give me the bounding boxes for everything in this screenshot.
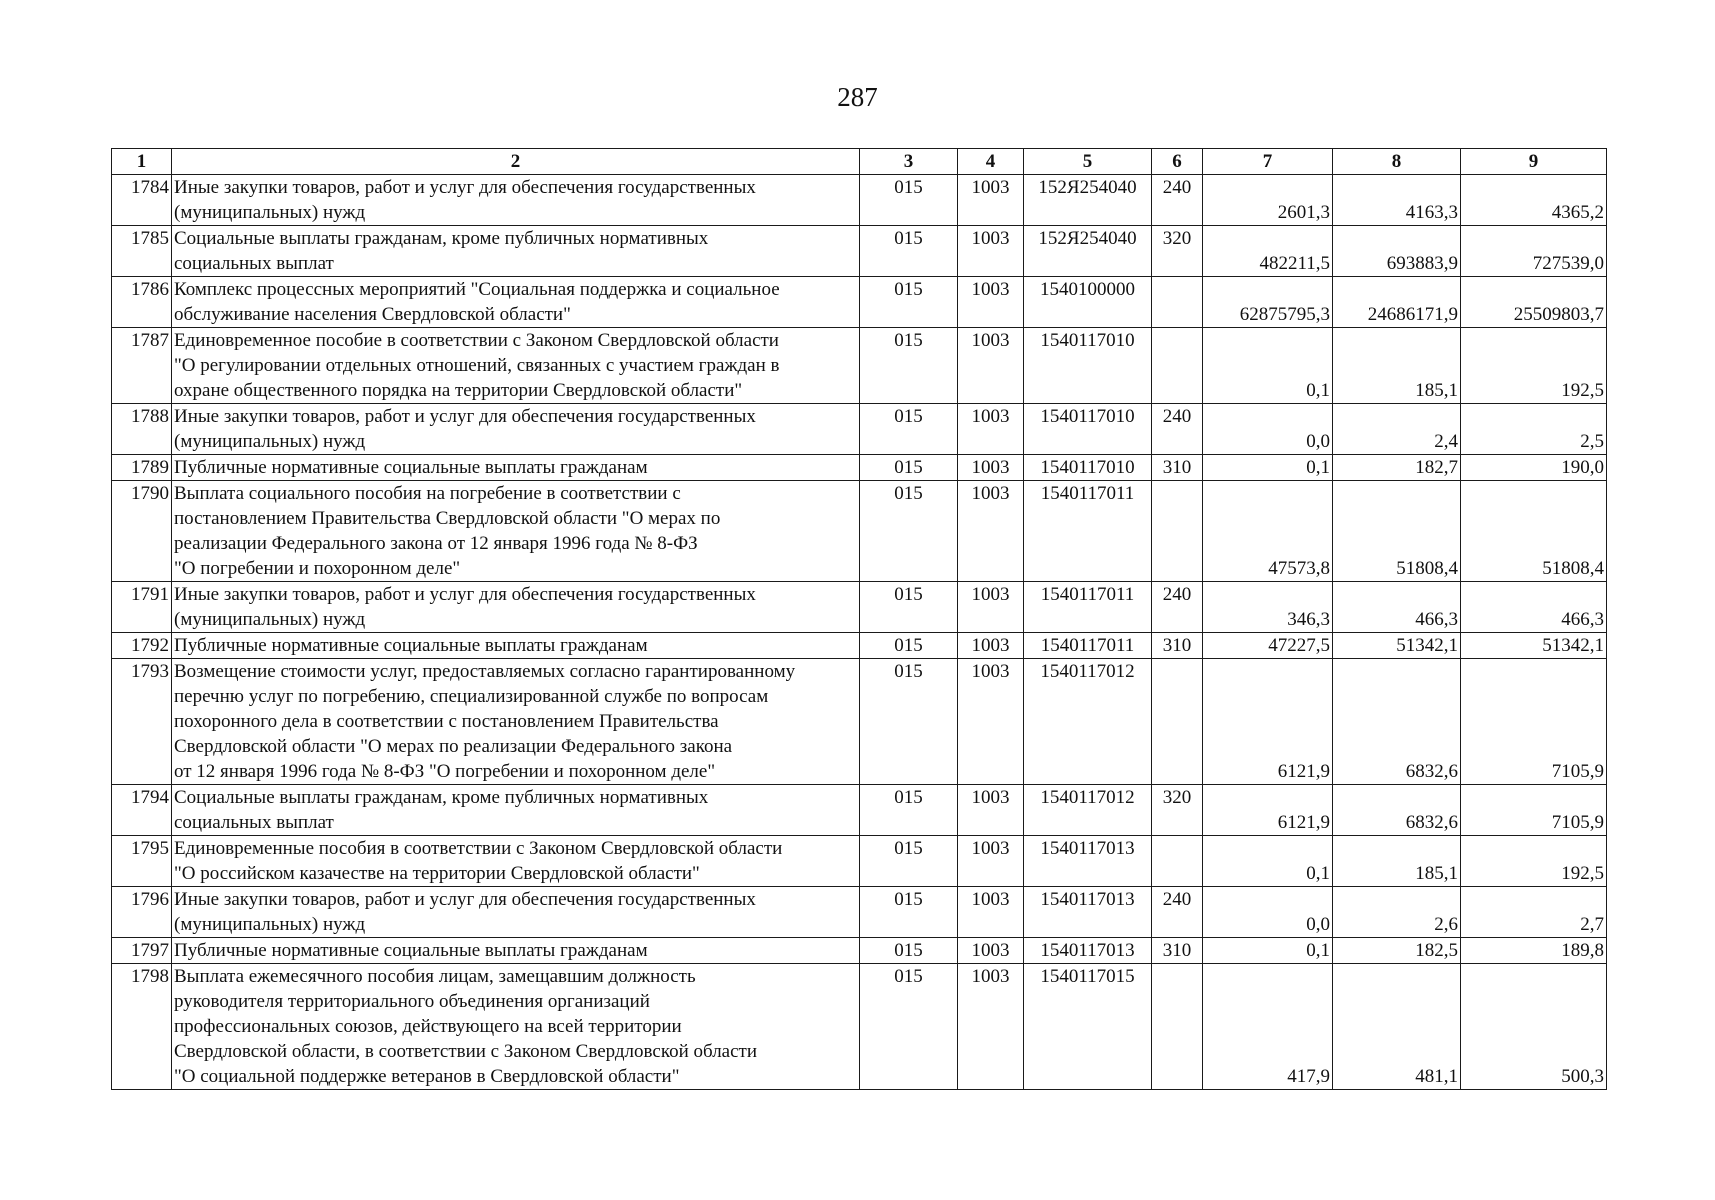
amount-col7 xyxy=(1203,964,1333,1090)
expense-type-code xyxy=(1152,785,1203,836)
table-row xyxy=(112,328,1607,404)
section-code xyxy=(958,328,1024,404)
amount-col9 xyxy=(1461,481,1607,582)
target-article-code xyxy=(1024,887,1152,938)
amount-col8-text: 2,6 xyxy=(1434,914,1458,935)
target-article-code-text: 1540100000 xyxy=(1040,279,1135,300)
row-description xyxy=(172,481,860,582)
row-description-text: Выплата социального пособия на погребение в соответствии с постановлением Правительства Свердловской области "О мерах по реализации Федерального закона от 12 января 1996 года № 8-ФЗ "О погребении и похоронном деле" xyxy=(174,483,721,579)
amount-col7 xyxy=(1203,887,1333,938)
column-header: 8 xyxy=(1333,149,1461,175)
row-number-text: 1793 xyxy=(131,661,169,682)
section-code xyxy=(958,481,1024,582)
section-code-text: 1003 xyxy=(971,661,1010,682)
amount-col8 xyxy=(1333,582,1461,633)
section-code xyxy=(958,785,1024,836)
amount-col7 xyxy=(1203,938,1333,964)
expense-type-code xyxy=(1152,633,1203,659)
row-description-text: Выплата ежемесячного пособия лицам, замещавшим должность руководителя территориального объединения организаций профессиональных союзов, действующего на всей территории Свердловской области, в соответствии с Законом Свердловской области "О социальной поддержке ветеранов в Свердловской области" xyxy=(174,966,758,1087)
amount-col7 xyxy=(1203,455,1333,481)
section-code xyxy=(958,404,1024,455)
row-description xyxy=(172,887,860,938)
amount-col9-text: 2,5 xyxy=(1580,431,1604,452)
ministry-code-text: 015 xyxy=(894,228,923,249)
row-description-text: Единовременное пособие в соответствии с Законом Свердловской области "О регулировании отдельных отношений, связанных с участием граждан в охране общественного порядка на территории Свердловской области" xyxy=(174,330,780,401)
row-number xyxy=(112,328,172,404)
column-header: 7 xyxy=(1203,149,1333,175)
row-description-text: Социальные выплаты гражданам, кроме публичных нормативных социальных выплат xyxy=(174,228,709,274)
expense-type-code xyxy=(1152,455,1203,481)
target-article-code-text: 1540117012 xyxy=(1040,787,1135,808)
amount-col9-text: 7105,9 xyxy=(1551,761,1604,782)
amount-col8 xyxy=(1333,887,1461,938)
expense-type-code-text: 240 xyxy=(1162,584,1192,605)
ministry-code xyxy=(860,633,958,659)
amount-col9 xyxy=(1461,887,1607,938)
amount-col7 xyxy=(1203,582,1333,633)
amount-col9-text: 4365,2 xyxy=(1551,202,1604,223)
expense-type-code xyxy=(1152,964,1203,1090)
column-header: 1 xyxy=(112,149,172,175)
amount-col7 xyxy=(1203,226,1333,277)
row-description xyxy=(172,277,860,328)
row-description-text: Иные закупки товаров, работ и услуг для обеспечения государственных (муниципальных) нужд xyxy=(174,177,756,223)
amount-col7-text: 417,9 xyxy=(1287,1066,1330,1087)
amount-col7 xyxy=(1203,328,1333,404)
section-code xyxy=(958,277,1024,328)
row-description-text: Иные закупки товаров, работ и услуг для обеспечения государственных (муниципальных) нужд xyxy=(174,889,756,935)
amount-col8-text: 2,4 xyxy=(1434,431,1458,452)
section-code xyxy=(958,964,1024,1090)
target-article-code-text: 1540117013 xyxy=(1040,889,1135,910)
ministry-code xyxy=(860,785,958,836)
amount-col9 xyxy=(1461,328,1607,404)
table-row xyxy=(112,404,1607,455)
amount-col9 xyxy=(1461,633,1607,659)
expense-type-code-text: 310 xyxy=(1162,635,1192,656)
amount-col8 xyxy=(1333,226,1461,277)
amount-col8-text: 51808,4 xyxy=(1396,558,1458,579)
amount-col8 xyxy=(1333,785,1461,836)
target-article-code-text: 1540117011 xyxy=(1040,635,1135,656)
amount-col7 xyxy=(1203,404,1333,455)
amount-col9-text: 727539,0 xyxy=(1532,253,1604,274)
amount-col9-text: 466,3 xyxy=(1561,609,1604,630)
expense-type-code xyxy=(1152,659,1203,785)
amount-col8-text: 182,5 xyxy=(1415,940,1458,961)
target-article-code xyxy=(1024,633,1152,659)
table-row xyxy=(112,659,1607,785)
amount-col8-text: 693883,9 xyxy=(1386,253,1458,274)
table-row xyxy=(112,836,1607,887)
ministry-code-text: 015 xyxy=(894,838,923,859)
expense-type-code xyxy=(1152,938,1203,964)
target-article-code xyxy=(1024,938,1152,964)
table-row xyxy=(112,277,1607,328)
row-number-text: 1791 xyxy=(131,584,169,605)
expense-type-code xyxy=(1152,582,1203,633)
amount-col9-text: 189,8 xyxy=(1561,940,1604,961)
amount-col7-text: 6121,9 xyxy=(1277,761,1330,782)
table-body xyxy=(112,175,1607,1090)
row-description xyxy=(172,785,860,836)
row-number-text: 1788 xyxy=(131,406,169,427)
ministry-code-text: 015 xyxy=(894,457,923,478)
row-number-text: 1797 xyxy=(131,940,169,961)
amount-col9 xyxy=(1461,226,1607,277)
ministry-code xyxy=(860,455,958,481)
row-description-text: Иные закупки товаров, работ и услуг для обеспечения государственных (муниципальных) нужд xyxy=(174,584,756,630)
amount-col7-text: 6121,9 xyxy=(1277,812,1330,833)
target-article-code xyxy=(1024,404,1152,455)
row-number-text: 1795 xyxy=(131,838,169,859)
target-article-code xyxy=(1024,328,1152,404)
section-code-text: 1003 xyxy=(971,483,1010,504)
section-code-text: 1003 xyxy=(971,940,1010,961)
row-description-text: Публичные нормативные социальные выплаты гражданам xyxy=(174,457,648,478)
target-article-code-text: 1540117013 xyxy=(1040,838,1135,859)
expense-type-code-text: 240 xyxy=(1162,889,1192,910)
ministry-code-text: 015 xyxy=(894,330,923,351)
amount-col7-text: 47227,5 xyxy=(1268,635,1330,656)
target-article-code-text: 1540117013 xyxy=(1040,940,1135,961)
target-article-code-text: 1540117011 xyxy=(1040,483,1135,504)
ministry-code-text: 015 xyxy=(894,940,923,961)
row-number xyxy=(112,633,172,659)
amount-col9-text: 192,5 xyxy=(1561,380,1604,401)
expense-type-code-text: 240 xyxy=(1162,406,1192,427)
target-article-code-text: 1540117015 xyxy=(1040,966,1135,987)
ministry-code xyxy=(860,659,958,785)
row-description-text: Публичные нормативные социальные выплаты гражданам xyxy=(174,940,648,961)
column-header: 2 xyxy=(172,149,860,175)
amount-col7-text: 0,1 xyxy=(1306,863,1330,884)
target-article-code xyxy=(1024,481,1152,582)
column-header: 3 xyxy=(860,149,958,175)
row-number-text: 1784 xyxy=(131,177,169,198)
section-code xyxy=(958,633,1024,659)
amount-col8 xyxy=(1333,455,1461,481)
row-number-text: 1785 xyxy=(131,228,169,249)
amount-col7-text: 346,3 xyxy=(1287,609,1330,630)
ministry-code-text: 015 xyxy=(894,483,923,504)
ministry-code xyxy=(860,582,958,633)
amount-col7 xyxy=(1203,836,1333,887)
row-number xyxy=(112,277,172,328)
row-number xyxy=(112,836,172,887)
expense-type-code xyxy=(1152,887,1203,938)
row-description xyxy=(172,633,860,659)
amount-col7 xyxy=(1203,659,1333,785)
expense-type-code xyxy=(1152,175,1203,226)
column-header: 4 xyxy=(958,149,1024,175)
row-description-text: Комплекс процессных мероприятий "Социальная поддержка и социальное обслуживание населения Свердловской области" xyxy=(174,279,780,325)
table-row xyxy=(112,175,1607,226)
section-code-text: 1003 xyxy=(971,966,1010,987)
target-article-code xyxy=(1024,226,1152,277)
section-code xyxy=(958,887,1024,938)
target-article-code-text: 1540117010 xyxy=(1040,406,1135,427)
expense-type-code xyxy=(1152,277,1203,328)
ministry-code xyxy=(860,964,958,1090)
row-description-text: Иные закупки товаров, работ и услуг для обеспечения государственных (муниципальных) нужд xyxy=(174,406,756,452)
table-row xyxy=(112,633,1607,659)
column-header: 6 xyxy=(1152,149,1203,175)
amount-col8-text: 481,1 xyxy=(1415,1066,1458,1087)
table-row xyxy=(112,481,1607,582)
section-code-text: 1003 xyxy=(971,228,1010,249)
row-description xyxy=(172,226,860,277)
ministry-code-text: 015 xyxy=(894,406,923,427)
amount-col8-text: 185,1 xyxy=(1415,863,1458,884)
amount-col8 xyxy=(1333,328,1461,404)
column-header: 5 xyxy=(1024,149,1152,175)
amount-col9 xyxy=(1461,277,1607,328)
row-description xyxy=(172,175,860,226)
ministry-code-text: 015 xyxy=(894,787,923,808)
expense-type-code-text: 310 xyxy=(1162,457,1192,478)
ministry-code xyxy=(860,328,958,404)
section-code-text: 1003 xyxy=(971,406,1010,427)
ministry-code-text: 015 xyxy=(894,889,923,910)
amount-col8 xyxy=(1333,964,1461,1090)
amount-col8 xyxy=(1333,633,1461,659)
row-description-text: Публичные нормативные социальные выплаты гражданам xyxy=(174,635,648,656)
expense-type-code xyxy=(1152,481,1203,582)
amount-col9 xyxy=(1461,582,1607,633)
amount-col7-text: 2601,3 xyxy=(1277,202,1330,223)
amount-col8-text: 6832,6 xyxy=(1405,761,1458,782)
row-number-text: 1787 xyxy=(131,330,169,351)
section-code xyxy=(958,175,1024,226)
ministry-code xyxy=(860,226,958,277)
table-row xyxy=(112,226,1607,277)
table-row xyxy=(112,938,1607,964)
table-row xyxy=(112,964,1607,1090)
target-article-code-text: 1540117010 xyxy=(1040,457,1135,478)
target-article-code xyxy=(1024,455,1152,481)
amount-col7-text: 0,1 xyxy=(1306,940,1330,961)
amount-col9-text: 7105,9 xyxy=(1551,812,1604,833)
amount-col9-text: 51342,1 xyxy=(1542,635,1604,656)
amount-col9 xyxy=(1461,964,1607,1090)
amount-col8-text: 466,3 xyxy=(1415,609,1458,630)
section-code-text: 1003 xyxy=(971,330,1010,351)
amount-col7-text: 482211,5 xyxy=(1259,253,1330,274)
row-description xyxy=(172,582,860,633)
row-description xyxy=(172,455,860,481)
section-code-text: 1003 xyxy=(971,635,1010,656)
target-article-code-text: 152Я254040 xyxy=(1038,177,1137,198)
row-number xyxy=(112,964,172,1090)
row-description xyxy=(172,659,860,785)
row-number xyxy=(112,582,172,633)
amount-col9-text: 25509803,7 xyxy=(1513,304,1604,325)
amount-col8 xyxy=(1333,175,1461,226)
ministry-code xyxy=(860,481,958,582)
row-description xyxy=(172,964,860,1090)
section-code-text: 1003 xyxy=(971,457,1010,478)
amount-col8-text: 4163,3 xyxy=(1405,202,1458,223)
amount-col9-text: 51808,4 xyxy=(1542,558,1604,579)
amount-col9-text: 192,5 xyxy=(1561,863,1604,884)
amount-col8 xyxy=(1333,938,1461,964)
amount-col8 xyxy=(1333,836,1461,887)
amount-col7-text: 0,0 xyxy=(1306,914,1330,935)
amount-col7-text: 47573,8 xyxy=(1268,558,1330,579)
table-row xyxy=(112,785,1607,836)
section-code xyxy=(958,226,1024,277)
row-number xyxy=(112,175,172,226)
amount-col8-text: 24686171,9 xyxy=(1367,304,1458,325)
section-code xyxy=(958,836,1024,887)
row-number-text: 1792 xyxy=(131,635,169,656)
row-number xyxy=(112,226,172,277)
target-article-code-text: 1540117010 xyxy=(1040,330,1135,351)
target-article-code xyxy=(1024,277,1152,328)
row-description xyxy=(172,404,860,455)
amount-col9 xyxy=(1461,404,1607,455)
target-article-code-text: 152Я254040 xyxy=(1038,228,1137,249)
amount-col7-text: 62875795,3 xyxy=(1239,304,1330,325)
section-code-text: 1003 xyxy=(971,838,1010,859)
target-article-code xyxy=(1024,964,1152,1090)
ministry-code xyxy=(860,887,958,938)
row-description-text: Социальные выплаты гражданам, кроме публичных нормативных социальных выплат xyxy=(174,787,709,833)
table-row xyxy=(112,582,1607,633)
amount-col8 xyxy=(1333,481,1461,582)
row-description-text: Возмещение стоимости услуг, предоставляемых согласно гарантированному перечню услуг по погребению, специализированной службе по вопросам похоронного дела в соответствии с постановлением Правительства Свердловской области "О мерах по реализации Федерального закона от 12 января 1996 года № 8-ФЗ "О погребении и похоронном деле" xyxy=(174,661,796,782)
row-number-text: 1794 xyxy=(131,787,169,808)
row-number xyxy=(112,785,172,836)
row-description xyxy=(172,328,860,404)
ministry-code-text: 015 xyxy=(894,279,923,300)
target-article-code-text: 1540117012 xyxy=(1040,661,1135,682)
header-row xyxy=(112,149,1607,175)
row-number xyxy=(112,455,172,481)
row-description xyxy=(172,938,860,964)
amount-col9-text: 500,3 xyxy=(1561,1066,1604,1087)
table-row xyxy=(112,887,1607,938)
target-article-code xyxy=(1024,659,1152,785)
row-number-text: 1796 xyxy=(131,889,169,910)
amount-col8 xyxy=(1333,659,1461,785)
amount-col9-text: 190,0 xyxy=(1561,457,1604,478)
amount-col7 xyxy=(1203,633,1333,659)
row-number-text: 1790 xyxy=(131,483,169,504)
row-number xyxy=(112,938,172,964)
amount-col7-text: 0,1 xyxy=(1306,457,1330,478)
amount-col8 xyxy=(1333,277,1461,328)
budget-table xyxy=(111,148,1607,1090)
amount-col8-text: 182,7 xyxy=(1415,457,1458,478)
ministry-code xyxy=(860,938,958,964)
section-code-text: 1003 xyxy=(971,889,1010,910)
row-number xyxy=(112,659,172,785)
amount-col7 xyxy=(1203,785,1333,836)
target-article-code xyxy=(1024,836,1152,887)
expense-type-code-text: 240 xyxy=(1162,177,1192,198)
amount-col8-text: 185,1 xyxy=(1415,380,1458,401)
amount-col7 xyxy=(1203,175,1333,226)
row-description-text: Единовременные пособия в соответствии с Законом Свердловской области "О российском казачестве на территории Свердловской области" xyxy=(174,838,783,884)
section-code-text: 1003 xyxy=(971,177,1010,198)
row-description xyxy=(172,836,860,887)
amount-col7 xyxy=(1203,277,1333,328)
column-header: 9 xyxy=(1461,149,1607,175)
row-number-text: 1798 xyxy=(131,966,169,987)
row-number xyxy=(112,887,172,938)
target-article-code xyxy=(1024,785,1152,836)
ministry-code-text: 015 xyxy=(894,635,923,656)
expense-type-code xyxy=(1152,836,1203,887)
ministry-code-text: 015 xyxy=(894,177,923,198)
target-article-code-text: 1540117011 xyxy=(1040,584,1135,605)
row-number xyxy=(112,481,172,582)
amount-col8-text: 6832,6 xyxy=(1405,812,1458,833)
ministry-code xyxy=(860,404,958,455)
amount-col9 xyxy=(1461,659,1607,785)
ministry-code xyxy=(860,277,958,328)
section-code-text: 1003 xyxy=(971,279,1010,300)
section-code-text: 1003 xyxy=(971,584,1010,605)
row-number-text: 1786 xyxy=(131,279,169,300)
ministry-code-text: 015 xyxy=(894,966,923,987)
section-code xyxy=(958,455,1024,481)
amount-col9 xyxy=(1461,836,1607,887)
expense-type-code xyxy=(1152,226,1203,277)
amount-col8-text: 51342,1 xyxy=(1396,635,1458,656)
row-number-text: 1789 xyxy=(131,457,169,478)
row-number xyxy=(112,404,172,455)
ministry-code xyxy=(860,175,958,226)
target-article-code xyxy=(1024,175,1152,226)
ministry-code-text: 015 xyxy=(894,584,923,605)
expense-type-code-text: 320 xyxy=(1162,228,1192,249)
amount-col9 xyxy=(1461,785,1607,836)
amount-col9 xyxy=(1461,175,1607,226)
amount-col9-text: 2,7 xyxy=(1580,914,1604,935)
expense-type-code-text: 320 xyxy=(1162,787,1192,808)
expense-type-code xyxy=(1152,404,1203,455)
amount-col8 xyxy=(1333,404,1461,455)
amount-col7-text: 0,0 xyxy=(1306,431,1330,452)
amount-col7-text: 0,1 xyxy=(1306,380,1330,401)
section-code xyxy=(958,938,1024,964)
table-row xyxy=(112,455,1607,481)
ministry-code xyxy=(860,836,958,887)
expense-type-code-text: 310 xyxy=(1162,940,1192,961)
section-code-text: 1003 xyxy=(971,787,1010,808)
page-number: 287 xyxy=(837,82,878,112)
section-code xyxy=(958,659,1024,785)
expense-type-code xyxy=(1152,328,1203,404)
target-article-code xyxy=(1024,582,1152,633)
section-code xyxy=(958,582,1024,633)
amount-col9 xyxy=(1461,455,1607,481)
ministry-code-text: 015 xyxy=(894,661,923,682)
amount-col9 xyxy=(1461,938,1607,964)
amount-col7 xyxy=(1203,481,1333,582)
